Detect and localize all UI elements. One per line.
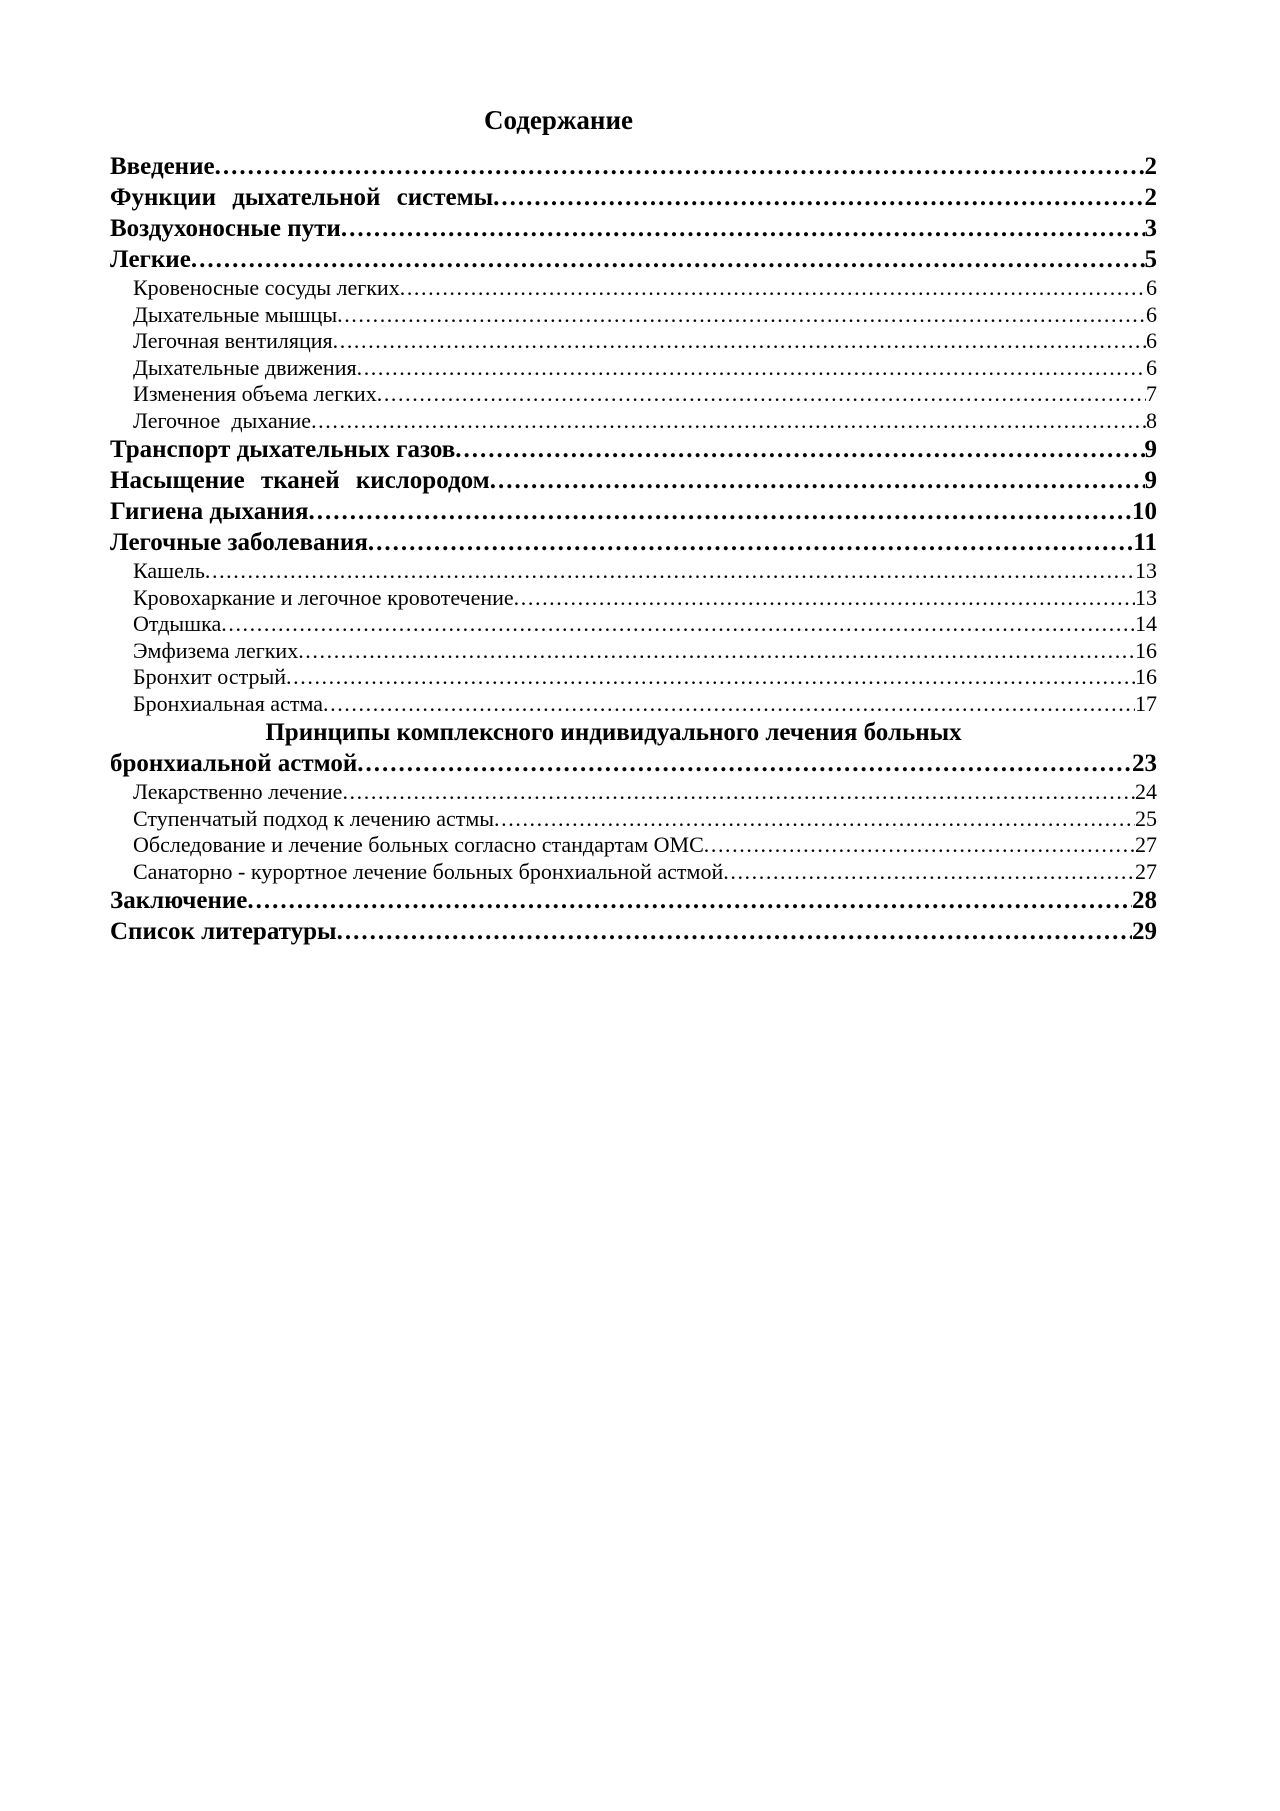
dot-leader [311, 408, 1146, 435]
toc-entry [110, 355, 1157, 382]
toc-entry [110, 465, 1157, 496]
toc-entry-label: Ступенчатый подход к лечению астмы [133, 805, 495, 831]
toc-page-number: 29 [1132, 918, 1157, 945]
toc-entry-label: Легочное дыхание [133, 407, 312, 433]
dot-leader [723, 859, 1135, 886]
dot-leader [247, 885, 1132, 916]
dot-leader [455, 434, 1144, 465]
toc-entry [110, 832, 1157, 859]
toc-entry-label: Отдышка [133, 611, 222, 636]
dot-leader [191, 244, 1145, 275]
toc-entry [110, 585, 1157, 612]
dot-leader [490, 465, 1145, 496]
toc-entry [110, 611, 1157, 638]
toc-entry-label: Функции дыхательной системы [110, 184, 494, 211]
toc-entry [110, 408, 1157, 435]
dot-leader [342, 779, 1135, 806]
toc-entry-label: Легочная вентиляция [133, 328, 333, 353]
toc-entry-label: Насыщение тканей кислородом [110, 467, 490, 494]
toc-entry [110, 558, 1157, 585]
toc-page-number: 28 [1132, 887, 1157, 914]
toc-entry-label: Дыхательные движения [133, 354, 357, 380]
dot-leader [333, 328, 1146, 355]
toc-entry [110, 664, 1157, 691]
toc-entry [110, 806, 1157, 833]
toc-page-number: 24 [1135, 779, 1157, 804]
toc-page-number: 27 [1135, 832, 1157, 857]
toc-entry [110, 527, 1157, 558]
dot-leader [514, 585, 1135, 612]
toc-page-number: 6 [1146, 275, 1157, 300]
dot-leader [704, 832, 1135, 859]
dot-leader [221, 611, 1135, 638]
dot-leader [215, 151, 1145, 182]
dot-leader [357, 748, 1132, 779]
toc-page-number: 13 [1135, 558, 1157, 583]
toc-page-number: 16 [1135, 664, 1157, 689]
toc-entry-label: Заключение [110, 887, 248, 914]
toc-entry-label: Лекарственно лечение [133, 779, 343, 804]
toc-entry-label: Транспорт дыхательных газов [110, 436, 456, 463]
toc-entry-label: Эмфизема легких [133, 637, 299, 663]
toc-entry [110, 779, 1157, 806]
toc-page-number: 3 [1144, 215, 1157, 242]
toc-entry-label: Кровеносные сосуды легких [133, 275, 400, 300]
toc-entry-label: Кровохаркание и легочное кровотечение [133, 584, 514, 610]
toc-page-number: 13 [1135, 584, 1157, 610]
dot-leader [337, 916, 1132, 947]
toc-entry-label: Дыхательные мышцы [133, 301, 338, 327]
toc-entry [110, 381, 1157, 408]
toc-page-number: 9 [1144, 467, 1157, 494]
toc-entry [110, 691, 1157, 718]
toc-entry [110, 302, 1157, 329]
toc-page-number: 9 [1144, 436, 1157, 463]
toc-entry [110, 434, 1157, 465]
dot-leader [286, 664, 1135, 691]
toc-entry [110, 859, 1157, 886]
dot-leader [205, 558, 1135, 585]
toc-entry [110, 182, 1157, 213]
toc-entry [110, 916, 1157, 947]
toc-entry-label: Изменения объема легких [133, 381, 377, 406]
toc-page-number: 2 [1144, 184, 1157, 211]
toc-entry [110, 275, 1157, 302]
toc-entry-label: Легкие [110, 246, 191, 273]
dot-leader [494, 806, 1135, 833]
page-title: Содержание [483, 105, 634, 135]
toc-entry-label: Бронхиальная астма [133, 690, 323, 716]
toc-entry-wrapped-line1: Принципы комплексного индивидуального лечения больных [265, 719, 962, 746]
toc-entry-label: Введение [110, 153, 215, 180]
toc-page-number: 16 [1135, 637, 1157, 663]
dot-leader [298, 638, 1135, 665]
dot-leader [357, 355, 1146, 382]
toc-page-number: 25 [1135, 805, 1157, 831]
toc-entry [110, 748, 1157, 779]
toc-entry-label: Список литературы [110, 918, 337, 945]
toc-page-number: 2 [1144, 153, 1157, 180]
toc-page-number: 27 [1135, 858, 1157, 884]
dot-leader [309, 496, 1132, 527]
toc-page-number: 6 [1146, 301, 1157, 327]
toc-entry-label: Гигиена дыхания [110, 498, 309, 525]
toc-entry [110, 244, 1157, 275]
toc-entry-label: Бронхит острый [133, 664, 287, 689]
dot-leader [341, 213, 1145, 244]
toc-entry-label: Санаторно - курортное лечение больных бронхиальной астмой [133, 858, 724, 884]
toc-page-number: 14 [1135, 611, 1157, 636]
dot-leader [368, 527, 1134, 558]
toc-entry [110, 638, 1157, 665]
dot-leader [493, 182, 1144, 213]
toc-page-number: 11 [1133, 529, 1157, 556]
toc-entry-label: Легочные заболевания [110, 529, 368, 556]
dot-leader [400, 275, 1146, 302]
toc-entry [110, 151, 1157, 182]
toc-entry [110, 213, 1157, 244]
toc-page-number: 10 [1132, 498, 1157, 525]
dot-leader [337, 302, 1146, 329]
toc-entry [110, 885, 1157, 916]
toc-page-number: 5 [1144, 246, 1157, 273]
toc-page-number: 6 [1146, 328, 1157, 353]
toc-page-number: 6 [1146, 354, 1157, 380]
toc-page-number: 7 [1146, 381, 1157, 406]
dot-leader [323, 691, 1135, 718]
toc-page-number: 23 [1132, 750, 1157, 777]
dot-leader [377, 381, 1146, 408]
toc-page-number: 17 [1135, 690, 1157, 716]
toc-entry [110, 328, 1157, 355]
toc-entry-label: Обследование и лечение больных согласно стандартам ОМС [133, 832, 704, 857]
toc-entry [110, 496, 1157, 527]
toc-entry-label: бронхиальной астмой [110, 750, 358, 777]
toc-entry-label: Кашель [133, 558, 205, 583]
toc-entry-label: Воздухоносные пути [110, 215, 341, 242]
toc-page-number: 8 [1146, 407, 1157, 433]
